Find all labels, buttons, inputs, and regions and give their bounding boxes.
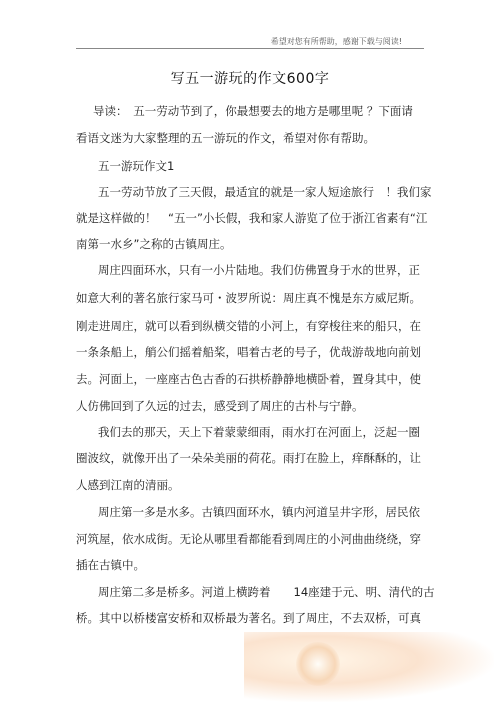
watermark-glow-icon — [296, 642, 340, 686]
body-line: 人感到江南的清丽。 — [76, 478, 180, 492]
body-line: 南第一水乡”之称的古镇周庄。 — [76, 237, 232, 251]
header-divider — [76, 48, 424, 49]
body-line: 导读： 五一劳动节到了，你最想要去的地方是哪里呢 ？下面请 — [93, 104, 413, 118]
body-line: 去。河面上，一座座古色古香的石拱桥静静地横卧着，置身其中，使 — [76, 372, 421, 386]
body-line: 周庄第一多是水多。古镇四面环水，镇内河道呈井字形，居民依 — [98, 505, 420, 519]
watermark-logo — [244, 632, 494, 702]
body-line: 刚走进周庄，就可以看到纵横交错的小河上，有穿梭往来的船只，在 — [76, 319, 421, 333]
body-line: 看语文迷为大家整理的五一游玩的作文，希望对你有帮助。 — [76, 131, 375, 145]
body-line: 周庄四面环水，只有一小片陆地。我们仿佛置身于水的世界，正 — [98, 263, 420, 277]
header-note: 希望对您有所帮助，感谢下载与阅读! — [270, 37, 402, 46]
body-line: 河筑屋，依水成街。无论从哪里看都能看到周庄的小河曲曲绕绕，穿 — [76, 532, 421, 546]
body-line: 如意大利的著名旅行家马可・波罗所说：周庄真不愧是东方威尼斯。 — [76, 291, 421, 305]
body-line: 周庄第二多是桥多。河道上横跨着 14座建于元、明、清代的古 — [98, 585, 435, 599]
body-line: 就是这样做的！ “五一”小长假，我和家人游览了位于浙江省素有“江 — [76, 211, 428, 225]
body-line: 五一劳动节放了三天假，最适宜的就是一家人短途旅行 ！我们家 — [98, 185, 432, 199]
body-line: 插在古镇中。 — [76, 558, 145, 572]
body-line: 桥。其中以桥楼富安桥和双桥最为著名。到了周庄，不去双桥，可真 — [76, 611, 421, 625]
body-line: 我们去的那天，天上下着蒙蒙细雨，雨水打在河面上，泛起一圈 — [98, 425, 420, 439]
body-line: 圈波纹，就像开出了一朵朵美丽的荷花。雨打在脸上，痒酥酥的，让 — [76, 451, 421, 465]
section-heading: 五一游玩作文1 — [98, 159, 175, 173]
body-line: 一条条船上，艄公们摇着船桨，唱着古老的号子，优哉游哉地向前划 — [76, 345, 421, 359]
body-line: 人仿佛回到了久远的过去，感受到了周庄的古朴与宁静。 — [76, 399, 364, 413]
page-title: 写五一游玩的作文600字 — [170, 71, 330, 87]
